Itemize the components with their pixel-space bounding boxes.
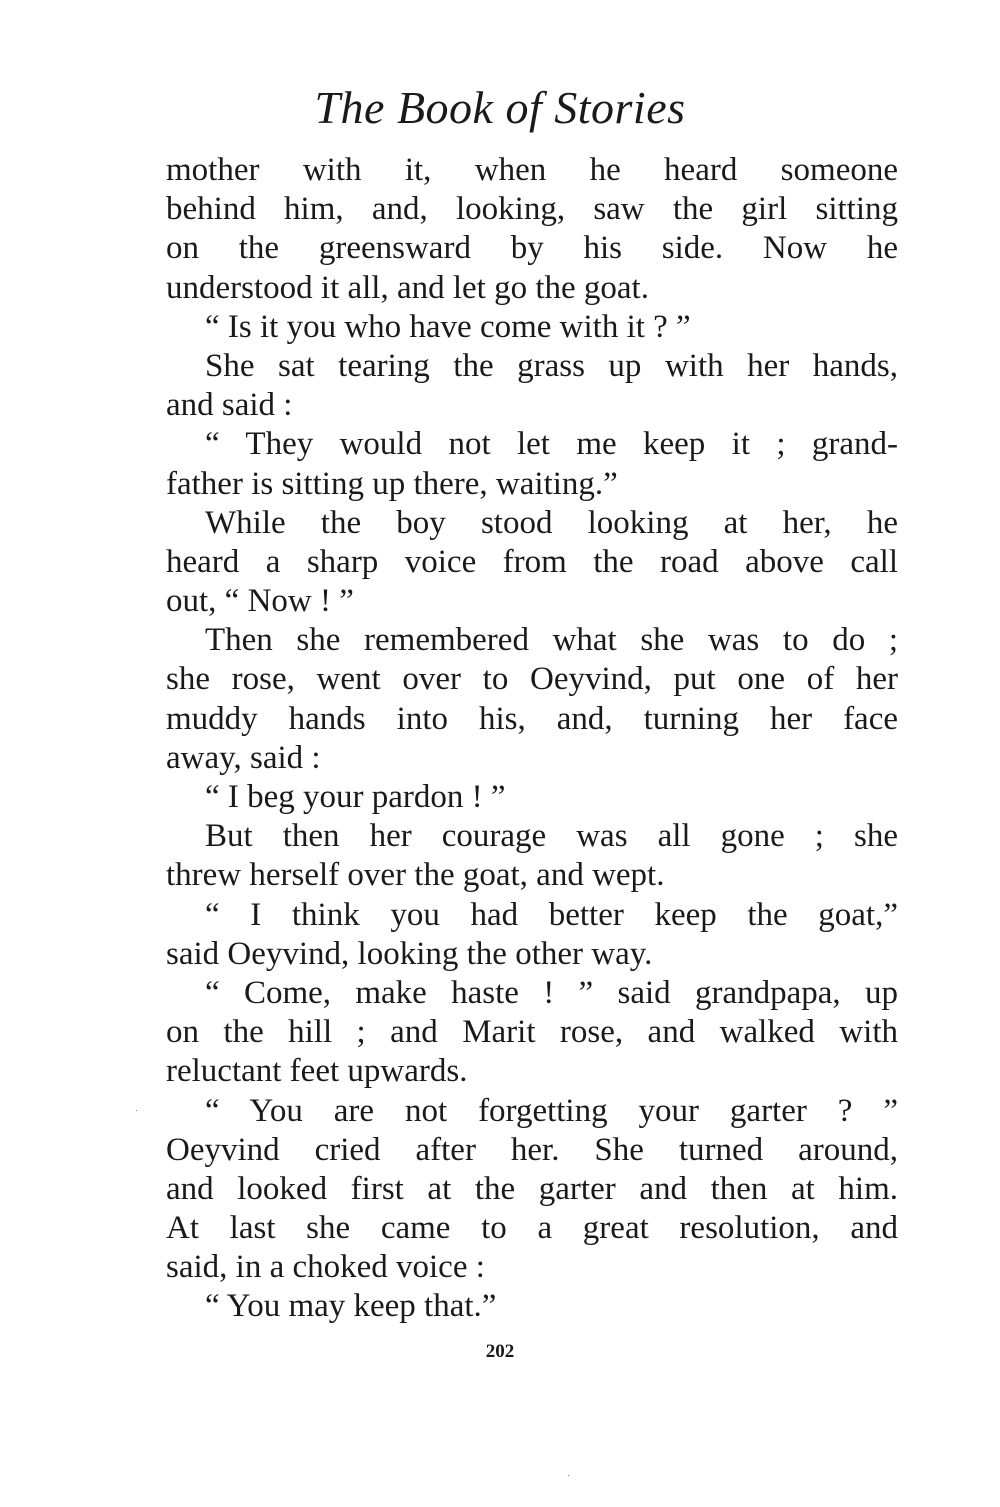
body-text [166, 151, 898, 1327]
text-line: “ I think you had better keep the goat,” [205, 896, 898, 933]
text-line: said, in a choked voice : [166, 1249, 485, 1286]
text-line: Then she remembered what she was to do ; [205, 622, 898, 659]
text-line: reluctant feet upwards. [166, 1053, 468, 1090]
text-line: “ I beg your pardon ! ” [205, 779, 506, 815]
text-line: and said : [166, 387, 293, 424]
text-line: heard a sharp voice from the road above call [166, 543, 898, 580]
text-line: understood it all, and let go the goat. [166, 269, 649, 306]
text-line: she rose, went over to Oeyvind, put one of her [166, 661, 898, 698]
text-line: and looked first at the garter and then at him. [166, 1170, 898, 1207]
running-head: The Book of Stories [314, 82, 686, 133]
text-line: on the hill ; and Marit rose, and walked with [166, 1014, 898, 1051]
text-line: on the greensward by his side. Now he [166, 230, 898, 267]
text-line: father is sitting up there, waiting.” [166, 465, 618, 502]
text-line: “ Is it you who have come with it ? ” [205, 308, 691, 345]
text-line: She sat tearing the grass up with her hands, [205, 347, 898, 384]
text-line: “ They would not let me keep it ; grand- [205, 426, 898, 463]
text-line: said Oeyvind, looking the other way. [166, 935, 653, 972]
paper-speck [568, 1475, 569, 1476]
text-line: At last she came to a great resolution, and [166, 1210, 898, 1247]
text-line: threw herself over the goat, and wept. [166, 857, 665, 894]
text-line: “ You are not forgetting your garter ? ” [205, 1092, 898, 1129]
paper-speck [136, 1110, 137, 1111]
page-number: 202 [485, 1341, 515, 1362]
text-line: “ You may keep that.” [205, 1288, 497, 1325]
text-line: out, “ Now ! ” [166, 583, 354, 620]
text-line: “ Come, make haste ! ” said grandpapa, up [205, 974, 898, 1011]
text-line: behind him, and, looking, saw the girl sitting [166, 191, 898, 228]
text-line: away, said : [166, 739, 321, 776]
text-line: mother with it, when he heard someone [166, 152, 898, 188]
text-line: But then her courage was all gone ; she [205, 818, 898, 855]
text-line: muddy hands into his, and, turning her face [166, 700, 898, 737]
text-line: While the boy stood looking at her, he [205, 504, 898, 541]
text-line: Oeyvind cried after her. She turned around, [166, 1131, 898, 1168]
